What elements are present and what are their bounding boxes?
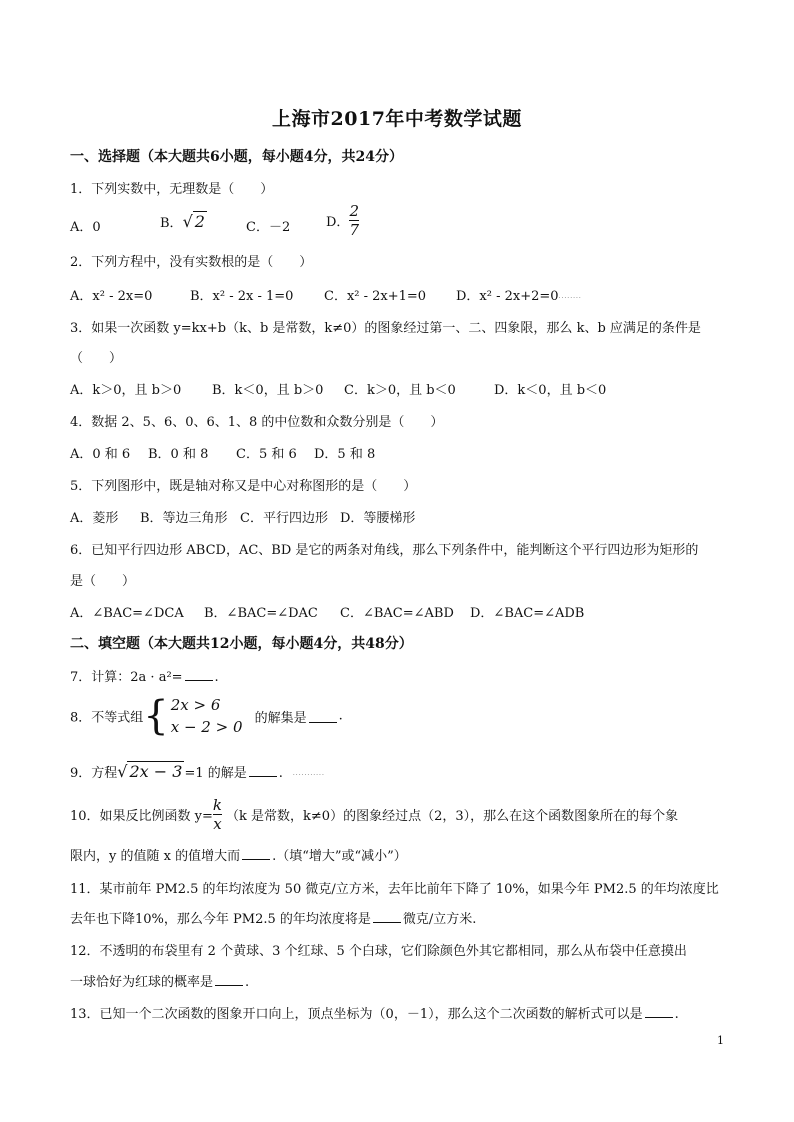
answer-blank	[242, 847, 270, 860]
q10-prefix: 10．如果反比例函数 y=	[70, 809, 213, 824]
question-11-line2	[70, 908, 476, 927]
q2-option-c: C．x² - 2x+1=0	[324, 289, 427, 304]
q11-line2-pre: 去年也下降10%，那么今年 PM2.5 的年均浓度将是	[70, 912, 371, 927]
question-3-stem-line1: 3．如果一次函数 y=kx+b（k、b 是常数，k≠0）的图象经过第一、二、四象限，那么 k、b 应满足的条件是	[70, 321, 701, 336]
section-heading-fill: 二、填空题（本大题共12小题，每小题4分，共48分）	[70, 636, 413, 652]
q6-option-d: D．∠BAC=∠ADB	[470, 606, 585, 621]
question-2-stem: 2．下列方程中，没有实数根的是（ ）	[70, 255, 313, 270]
q9-radicand: 2x − 3	[129, 762, 183, 781]
page-number: 1	[717, 1034, 724, 1047]
q1-option-a: A．0	[70, 220, 101, 235]
q1-option-b-label: B．	[160, 216, 183, 231]
q1-option-d-fraction	[349, 202, 359, 239]
dotted-mark: ········	[558, 295, 582, 302]
answer-blank	[645, 1005, 673, 1018]
inequality-system	[171, 694, 243, 738]
q10-line1-rest: （k 是常数，k≠0）的图象经过点（2，3），那么在这个函数图象所在的每个象	[226, 809, 679, 824]
brace-symbol: {	[143, 693, 169, 739]
q10-line2-pre: 限内，y 的值随 x 的值增大而	[70, 849, 241, 864]
q3-option-d: D．k＜0，且 b＜0	[494, 383, 607, 398]
q6-option-b: B．∠BAC=∠DAC	[204, 606, 318, 621]
question-3-stem-line2: （ ）	[70, 351, 123, 366]
q7-prefix: 7．计算：2a · a²=	[70, 670, 183, 685]
q2-option-d-text: D．x² - 2x+2=0	[456, 289, 559, 304]
answer-blank	[215, 973, 243, 986]
q8-suffix: .	[338, 708, 343, 724]
answer-blank	[249, 764, 277, 777]
q12-line2-pre: 一球恰好为红球的概率是	[70, 975, 214, 990]
q5-option-d: D．等腰梯形	[340, 511, 416, 526]
q9-mid: =1 的解是	[184, 766, 247, 781]
answer-blank	[373, 910, 401, 923]
q7-suffix: .	[214, 670, 219, 685]
question-11-line1: 11．某市前年 PM2.5 的年均浓度为 50 微克/立方米，去年比前年下降了 10%，如果今年 PM2.5 的年均浓度比	[70, 882, 719, 897]
fraction-numerator: k	[212, 796, 223, 814]
q2-option-d	[456, 285, 582, 304]
q10-fraction	[213, 796, 222, 833]
q4-option-a: A．0 和 6	[70, 447, 131, 462]
q3-option-a: A．k＞0，且 b＞0	[70, 383, 182, 398]
question-9	[70, 762, 325, 781]
q8-mid: 的解集是	[254, 710, 307, 726]
question-1-stem: 1．下列实数中，无理数是（ ）	[70, 182, 274, 197]
fraction-numerator: 2	[349, 202, 359, 220]
question-12-line1: 12．不透明的布袋里有 2 个黄球、3 个红球、5 个白球，它们除颜色外其它都相同，那么从布袋中任意摸出	[70, 944, 687, 959]
q6-option-c: C．∠BAC=∠ABD	[340, 606, 454, 621]
q13-post: .	[674, 1007, 679, 1022]
sqrt-symbol: √ 2x − 3	[117, 762, 183, 781]
q5-option-c: C．平行四边形	[240, 511, 328, 526]
q1-option-b	[160, 212, 207, 231]
q1-option-d	[326, 202, 359, 239]
q2-option-a: A．x² - 2x=0	[70, 289, 153, 304]
q1-option-c: C．－2	[246, 220, 291, 235]
q9-suffix: .	[278, 766, 283, 781]
q5-option-b: B．等边三角形	[140, 511, 228, 526]
answer-blank	[185, 668, 213, 681]
q4-option-d: D．5 和 8	[314, 447, 376, 462]
q8-prefix: 8．不等式组	[70, 710, 144, 726]
section-heading-choice: 一、选择题（本大题共6小题，每小题4分，共24分）	[70, 149, 403, 165]
question-10-line2	[70, 845, 407, 864]
question-12-line2	[70, 971, 249, 990]
q3-option-c: C．k＞0，且 b＜0	[344, 383, 456, 398]
q12-line2-post: .	[245, 975, 250, 990]
fraction-denominator: 7	[349, 221, 359, 239]
q11-line2-post: 微克/立方米.	[402, 912, 477, 927]
q3-option-b: B．k＜0，且 b＞0	[212, 383, 324, 398]
q5-option-a: A．菱形	[70, 511, 119, 526]
q13-pre: 13．已知一个二次函数的图象开口向上，顶点坐标为（0，－1），那么这个二次函数的解析式可以是	[70, 1007, 643, 1022]
page-title: 上海市2017年中考数学试题	[272, 108, 522, 130]
sqrt-symbol: √ 2	[182, 212, 205, 231]
inequality-row-2: x − 2 > 0	[170, 718, 243, 736]
q1-option-b-radicand: 2	[194, 212, 205, 231]
question-6-stem-line2: 是（ ）	[70, 574, 136, 589]
q10-line2-post: .（填“增大”或“减小”）	[272, 849, 407, 864]
question-7	[70, 666, 219, 685]
q9-prefix: 9．方程	[70, 766, 118, 781]
question-10-line1	[70, 796, 678, 833]
answer-blank	[309, 710, 337, 723]
dotted-mark: ···········	[292, 772, 325, 779]
fraction-denominator: x	[213, 815, 222, 833]
q4-option-c: C．5 和 6	[236, 447, 297, 462]
q6-option-a: A．∠BAC=∠DCA	[70, 606, 184, 621]
q2-option-b: B．x² - 2x - 1=0	[190, 289, 294, 304]
question-6-stem-line1: 6．已知平行四边形 ABCD，AC、BD 是它的两条对角线，那么下列条件中，能判断这个平行四边形为矩形的	[70, 543, 699, 558]
question-5-stem: 5．下列图形中，既是轴对称又是中心对称图形的是（ ）	[70, 479, 417, 494]
inequality-row-1: 2x > 6	[170, 696, 221, 714]
question-13	[70, 1003, 679, 1022]
question-8	[70, 694, 343, 738]
q1-option-d-label: D．	[326, 215, 350, 230]
question-4-stem: 4．数据 2、5、6、0、6、1、8 的中位数和众数分别是（ ）	[70, 415, 444, 430]
q4-option-b: B．0 和 8	[148, 447, 209, 462]
